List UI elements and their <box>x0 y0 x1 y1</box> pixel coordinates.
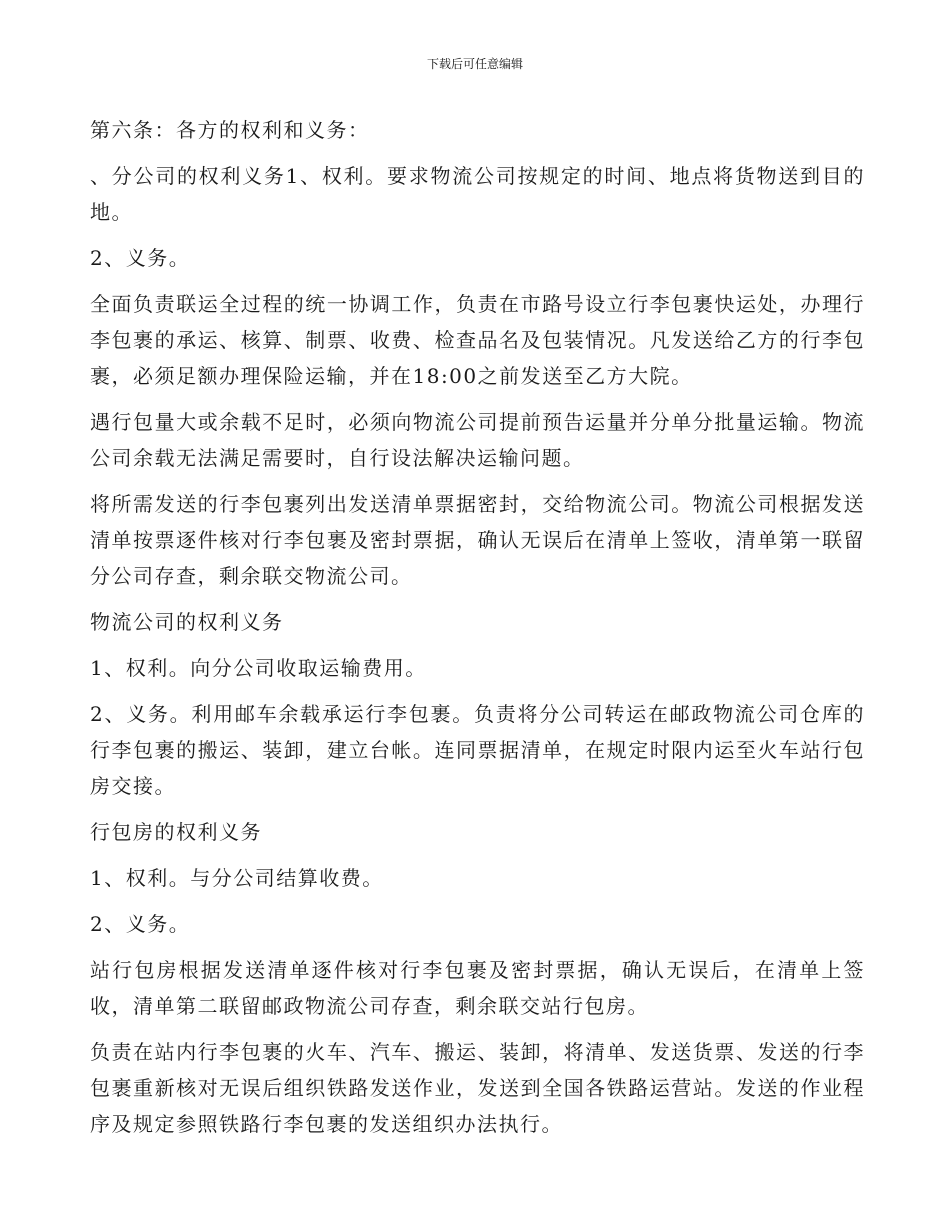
paragraph: 2、义务。 <box>90 912 191 936</box>
paragraph: 全面负责联运全过程的统一协调工作，负责在市路号设立行李包裹快运处，办理行李包裹的承运、核算、制票、收费、检查品名及包装情况。凡发送给乙方的行李包裹，必须足额办理保险运输，并在18:00之前发送至乙方大院。 <box>90 292 865 388</box>
document-body <box>90 112 865 1152</box>
section-heading: 行包房的权利义务 <box>90 820 262 844</box>
section-heading: 物流公司的权利义务 <box>90 610 284 634</box>
paragraph: 遇行包量大或余载不足时，必须向物流公司提前预告运量并分单分批量运输。物流公司余载无法满足需要时，自行设法解决运输问题。 <box>90 410 865 470</box>
paragraph: 1、权利。向分公司收取运输费用。 <box>90 656 427 680</box>
paragraph: 站行包房根据发送清单逐件核对行李包裹及密封票据，确认无误后，在清单上签收，清单第二联留邮政物流公司存查，剩余联交站行包房。 <box>90 958 865 1018</box>
paragraph: 2、义务。利用邮车余载承运行李包裹。负责将分公司转运在邮政物流公司仓库的行李包裹的搬运、装卸，建立台帐。连同票据清单，在规定时限内运至火车站行包房交接。 <box>90 702 865 798</box>
article-heading: 第六条：各方的权利和义务： <box>90 118 370 142</box>
paragraph: 、分公司的权利义务1、权利。要求物流公司按规定的时间、地点将货物送到目的地。 <box>90 164 865 224</box>
paragraph: 2、义务。 <box>90 246 191 270</box>
paragraph: 负责在站内行李包裹的火车、汽车、搬运、装卸，将清单、发送货票、发送的行李包裹重新核对无误后组织铁路发送作业，发送到全国各铁路运营站。发送的作业程序及规定参照铁路行李包裹的发送组织办法执行。 <box>90 1040 865 1136</box>
page-header: 下载后可任意编辑 <box>426 57 523 71</box>
paragraph: 1、权利。与分公司结算收费。 <box>90 866 384 890</box>
paragraph: 将所需发送的行李包裹列出发送清单票据密封，交给物流公司。物流公司根据发送清单按票逐件核对行李包裹及密封票据，确认无误后在清单上签收，清单第一联留分公司存查，剩余联交物流公司。 <box>90 492 865 588</box>
